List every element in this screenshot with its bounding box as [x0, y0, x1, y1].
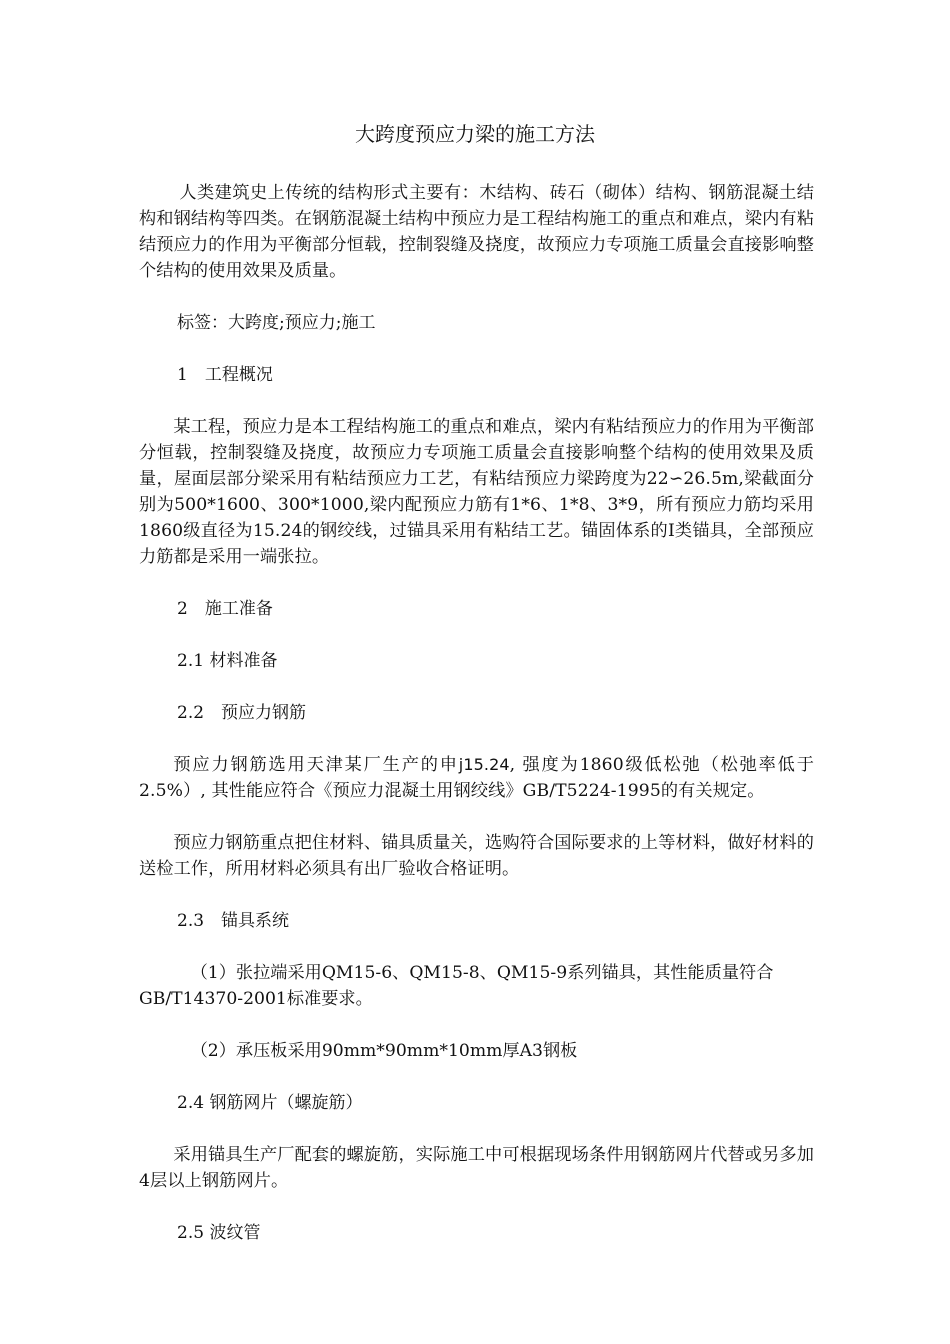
intro-paragraph: 人类建筑史上传统的结构形式主要有：木结构、砖石（砌体）结构、钢筋混凝土结构和钢结构等四类。在钢筋混凝土结构中预应力是工程结构施工的重点和难点，梁内有粘结预应力的作用为平衡部分恒载，控制裂缝及挠度，故预应力专项施工质量会直接影响整个结构的使用效果及质量。: [139, 183, 814, 281]
s22-p1-text-a: 预应力钢筋选用天津某厂生产的申: [173, 755, 459, 775]
section-2-3-item-2: （2）承压板采用90mm*90mm*10mm厚A3钢板: [190, 1041, 578, 1061]
section-2-2-heading: 2.2 预应力钢筋: [177, 703, 307, 723]
section-2-3-item-1: （1）张拉端采用QM15-6、QM15-8、QM15-9系列锚具，其性能质量符合GB/T14370-2001标准要求。: [139, 963, 774, 1009]
section-2-5-heading: 2.5 波纹管: [177, 1223, 261, 1243]
section-2-2-paragraph-1: [139, 752, 814, 804]
section-2-1-heading: 2.1 材料准备: [177, 651, 278, 671]
section-2-4-heading: 2.4 钢筋网片（螺旋筋）: [177, 1093, 363, 1113]
document-title: 大跨度预应力梁的施工方法: [355, 122, 595, 146]
section-1-heading: 1 工程概况: [177, 365, 273, 385]
s22-p1-spec: j15.24: [458, 755, 510, 774]
tags-line: 标签：大跨度;预应力;施工: [177, 313, 376, 333]
document-body: [139, 180, 814, 1272]
section-2-heading: 2 施工准备: [177, 599, 273, 619]
section-2-3-heading: 2.3 锚具系统: [177, 911, 290, 931]
section-2-2-paragraph-2: 预应力钢筋重点把住材料、锚具质量关，选购符合国际要求的上等材料，做好材料的送检工作，所用材料必须具有出厂验收合格证明。: [139, 833, 814, 879]
section-1-paragraph: 某工程，预应力是本工程结构施工的重点和难点，梁内有粘结预应力的作用为平衡部分恒载，控制裂缝及挠度，故预应力专项施工质量会直接影响整个结构的使用效果及质量，屋面层部分梁采用有粘结预应力工艺，有粘结预应力梁跨度为22∽26.5m,梁截面分别为500*1600、300*1000,梁内配预应力筋有1*6、1*8、3*9，所有预应力筋均采用1860级直径为15.24的钢绞线，过锚具采用有粘结工艺。锚固体系的Ⅰ类锚具，全部预应力筋都是采用一端张拉。: [139, 417, 814, 567]
section-2-4-paragraph: 采用锚具生产厂配套的螺旋筋，实际施工中可根据现场条件用钢筋网片代替或另多加4层以上钢筋网片。: [139, 1145, 814, 1191]
s22-p1-text-c: , 强度为1860级低松弛（松弛率低于2.5%）, 其性能应符合《预应力混凝土用钢绞线》GB/T5224-1995的有关规定。: [139, 755, 814, 801]
